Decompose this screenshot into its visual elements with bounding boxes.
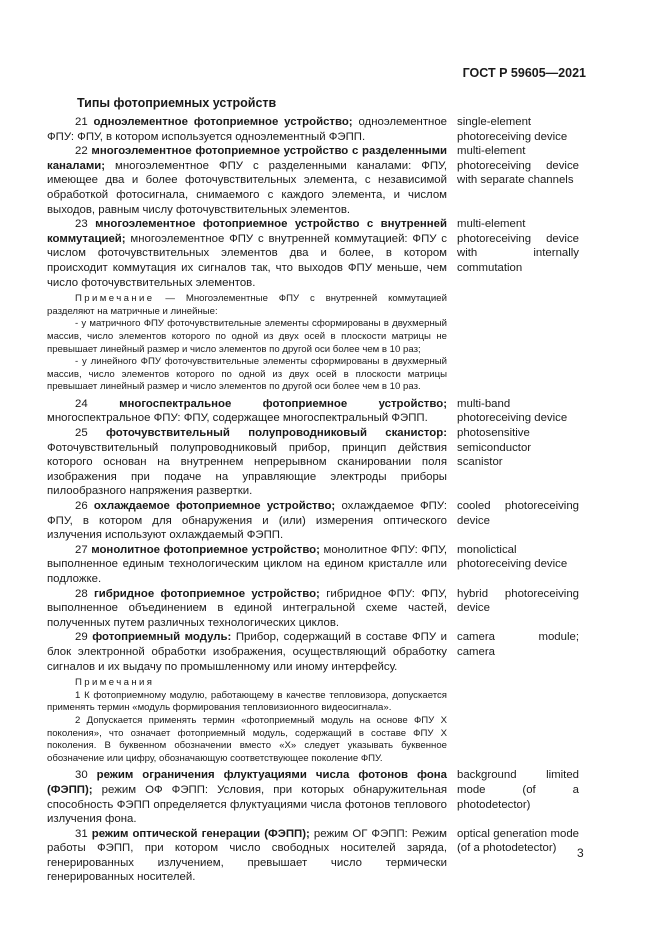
term-name: одноэлементное фотоприемное устройство; — [93, 116, 353, 128]
term-text: охлаждаемое ФПУ: ФПУ, в котором для обнаружения и (или) измерения оптического излучения используют охлаждаемый ФЭПП. — [47, 500, 447, 542]
term-name: гибридное фотоприемное устройство; — [94, 587, 320, 600]
definition — [47, 630, 447, 674]
term-name: режим оптической генерации (ФЭПП); — [91, 827, 310, 840]
term-entry-24 — [47, 397, 607, 426]
term-entry-28 — [47, 587, 607, 631]
term-text: режим ОГ ФЭПП: Режим работы ФЭПП, при котором число свободных носителей заряда, генерированных излучением, превышает число термически генерированных носителей. — [47, 827, 447, 884]
definition — [47, 397, 447, 426]
term-entry-25 — [47, 426, 607, 499]
english-equivalent: multi-element photoreceiving device with separate channels — [457, 145, 579, 187]
term-entry-23 — [47, 217, 607, 290]
term-text: гибридное ФПУ: ФПУ, выполненное объединением в единой интегральной схеме частей, полученных путем различных технологических циклов. — [47, 587, 447, 629]
term-name: многоэлементное фотоприемное устройство с разделенными каналами; — [47, 145, 447, 172]
english-equivalent: multi-band photoreceiving device — [457, 397, 568, 425]
term-entry-29 — [47, 630, 607, 674]
term-number: 23 — [75, 218, 88, 231]
notes-heading: Примечания — [75, 677, 155, 689]
english-equivalent: cooled photoreceiving device — [457, 500, 579, 527]
term-name: фотоприемный модуль: — [92, 631, 232, 644]
note-item: - у матричного ФПУ фоточувствительные элементы сформированы в двухмерный массив, число элементов которого по одной из двух осей в плоскости матрицы не превышает линейный размер и число элементов по другой оси более чем в 10 раз; — [47, 318, 447, 355]
term-number: 22 — [75, 145, 88, 158]
terms-list — [47, 115, 607, 885]
term-text: одноэлементное ФПУ: ФПУ, в котором используется одноэлементный ФЭПП. — [47, 116, 447, 143]
definition — [47, 827, 447, 885]
term-entry-21 — [47, 115, 607, 144]
term-name: режим ограничения флуктуациями числа фотонов фона (ФЭПП); — [47, 769, 447, 796]
term-entry-27 — [47, 543, 607, 587]
term-text: многоэлементное ФПУ с внутренней коммутацией: ФПУ с числом фоточувствительных элементов два и более, в котором происходит коммутация их сигналов так, что выходов ФПУ меньше, чем число фоточувствительных элементов. — [47, 232, 447, 289]
note-lead: — Многоэлементные ФПУ с внутренней коммутацией разделяют на матричные и линейные: — [47, 293, 447, 317]
term-name: охлаждаемое фотоприемное устройство; — [93, 500, 336, 513]
term-number: 26 — [75, 500, 88, 513]
definition — [47, 499, 447, 543]
term-name: многоэлементное фотоприемное устройство с внутренней коммутацией; — [47, 218, 447, 245]
english-equivalent: camera module; camera — [457, 631, 579, 658]
english-equivalent: photosensitive semiconductor scanistor — [457, 427, 532, 469]
term-number: 27 — [75, 543, 88, 556]
page-number: 3 — [577, 846, 584, 860]
note-item: - у линейного ФПУ фоточувствительные элементы сформированы в двухмерный массив, число элементов которого по одной из двух осей в плоскости матрицы превышает линейный размер и число элементов по другой оси более чем в 10 раз. — [47, 356, 447, 393]
english-equivalent: multi-element photoreceiving device with internally commutation — [457, 218, 579, 274]
english-equivalent: single-element photoreceiving device — [457, 116, 568, 143]
section-title: Типы фотоприемных устройств — [77, 96, 277, 110]
definition — [47, 587, 447, 631]
term-number: 28 — [75, 587, 88, 600]
term-name: фоточувствительный полупроводниковый сканистор: — [105, 427, 447, 440]
term-number: 29 — [75, 631, 88, 644]
note-heading: Примечание — [75, 293, 155, 305]
term-text: Прибор, содержащий в составе ФПУ и блок электронной обработки изображения, осуществляющий обработку сигналов и их выдачу по промышленному или иному интерфейсу. — [47, 631, 447, 673]
term-entry-31 — [47, 827, 607, 885]
definition — [47, 426, 447, 499]
definition — [47, 217, 447, 290]
term-text: многоспектральное ФПУ: ФПУ, содержащее многоспектральный ФЭПП. — [47, 412, 428, 425]
notes-29 — [47, 677, 447, 765]
term-text: многоэлементное ФПУ с разделенными каналами: ФПУ, имеющее два и более фоточувствительных элемента, с независимой обработкой фотосигнала, снимаемого с каждого элемента, и числом выходов, равным числу фоточувствительных элементов. — [47, 159, 447, 216]
english-equivalent: background limited mode (of a photodetector) — [457, 769, 579, 811]
term-number: 31 — [75, 827, 88, 840]
definition — [47, 144, 447, 217]
term-number: 21 — [75, 116, 88, 128]
term-number: 24 — [75, 397, 88, 410]
definition — [47, 768, 447, 826]
term-entry-22 — [47, 144, 607, 217]
term-text: Фоточувствительный полупроводниковый прибор, принцип действия которого основан на внутреннем непрерывном сканировании поля изображения при подаче на управляющие электроды приборы пилообразного напряжения развертки. — [47, 441, 447, 498]
english-equivalent: optical generation mode (of a photodetector) — [457, 827, 579, 855]
note-23 — [47, 293, 447, 394]
definition — [47, 543, 447, 587]
document-code: ГОСТ Р 59605—2021 — [462, 66, 586, 80]
term-number: 30 — [75, 769, 88, 782]
term-text: режим ОФ ФЭПП: Условия, при которых обнаружительная способность ФЭПП определяется флуктуациями числа фотонов теплового излучения фона. — [47, 783, 447, 826]
note-item: 1 К фотоприемному модулю, работающему в качестве тепловизора, допускается применять термин «модуль формирования тепловизионного видеосигнала». — [47, 689, 447, 714]
term-entry-26 — [47, 499, 607, 543]
term-text: монолитное ФПУ: ФПУ, выполненное единым технологическим циклом на едином кристалле или подложке. — [47, 543, 447, 585]
term-entry-30 — [47, 768, 607, 826]
term-name: многоспектральное фотоприемное устройство; — [119, 397, 447, 410]
term-name: монолитное фотоприемное устройство; — [91, 543, 320, 556]
term-number: 25 — [75, 427, 88, 440]
definition — [47, 115, 447, 144]
english-equivalent: monolictical photoreceiving device — [457, 543, 568, 571]
note-item: 2 Допускается применять термин «фотоприемный модуль на основе ФПУ X поколения», что означает фотоприемный модуль, содержащий в составе ФПУ X поколения. В буквенном обозначении вместо «X» следует указывать буквенное обозначение или цифру, обозначающую соответствующее поколение ФПУ. — [47, 714, 447, 764]
english-equivalent: hybrid photoreceiving device — [457, 587, 579, 615]
